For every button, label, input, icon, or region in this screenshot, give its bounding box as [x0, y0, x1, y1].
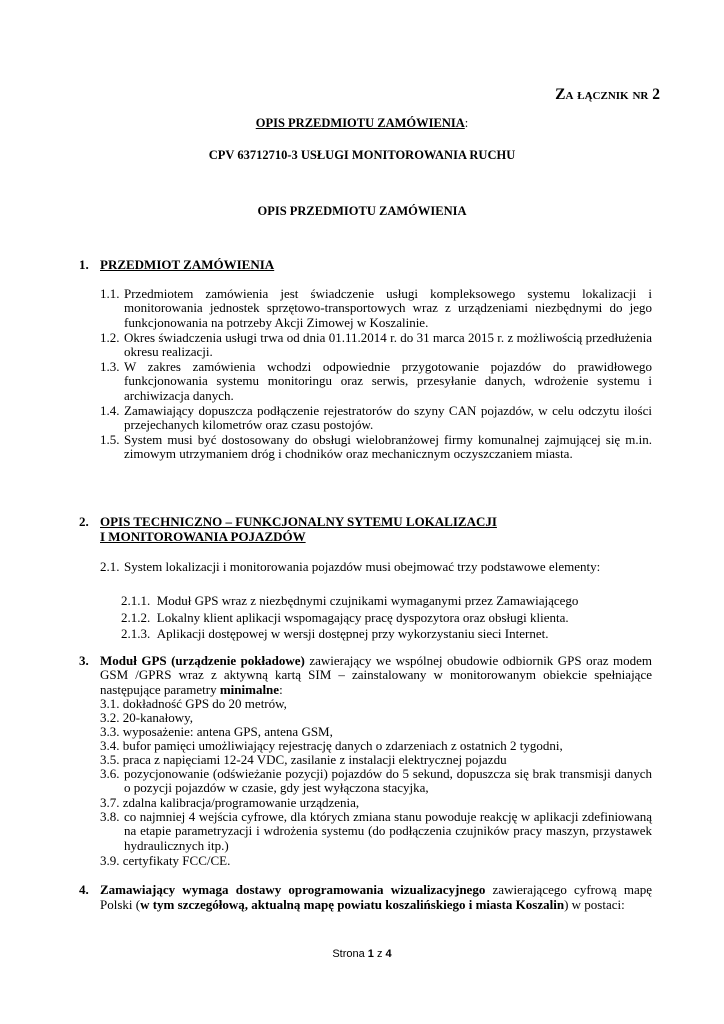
list-item: 3.3. wyposażenie: antena GPS, antena GSM, [100, 724, 333, 739]
section-4-lead: 4. Zamawiający wymaga dostawy oprogramowania wizualizacyjnego zawierającego cyfrową mapę Polski (w tym szczegółową, aktualną mapę powiatu koszalińskiego i miasta Koszalin) w postaci: [79, 882, 653, 912]
list-item: 3.1. dokładność GPS do 20 metrów, [100, 696, 287, 711]
list-item: 1.1. Przedmiotem zamówienia jest świadczenie usługi kompleksowego systemu lokalizacji i monitorowania jednostek sprzętowo-transportowych wraz z urządzeniami niezbędnymi do jego funkcjonowania na potrzeby Akcji Zimowej w Koszalinie. [100, 286, 652, 330]
cpv-code: CPV 63712710-3 USŁUGI MONITOROWANIA RUCHU [208, 148, 516, 162]
section-3-lead: 3. Moduł GPS (urządzenie pokładowe) zawierający we wspólnej obudowie odbiornik GPS oraz modem GSM /GPRS wraz z aktywną kartą SIM – zainstalowany w monitorowanym obiekcie spełniające następujące parametry minimalne: [79, 653, 652, 697]
list-item: 1.4. Zamawiający dopuszcza podłączenie rejestratorów do szyny CAN pojazdów, w celu odczytu ilości przejechanych kilometrów oraz czasu postojów. [100, 403, 652, 433]
document-page: Za łącznik nr 2 OPIS PRZEDMIOTU ZAMÓWIENIA: CPV 63712710-3 USŁUGI MONITOROWANIA RUCHU OPIS PRZEDMIOTU ZAMÓWIENIA 1. PRZEDMIOT ZAMÓWIENIA 1.1. Przedmiotem zamówienia jest świadczenie usługi kompleksowego systemu lokalizacji i monitorowania jednostek sprzętowo-transportowych wraz z urządzeniami niezbędnymi do jego funkcjonowania na potrzeby Akcji Zimowej w Koszalinie. 1.2. Okres świadczenia usługi trwa od dnia 01.11.2014 r. do 31 marca 2015 r. z możliwością przedłużenia okresu realizacji. 1.3. W zakres zamówienia wchodzi odpowiednie przygotowanie pojazdów do prawidłowego funkcjonowania systemu monitoringu oraz serwis, przesyłanie danych, wdrożenie systemu i archiwizacja danych. 1.4. Zamawiający dopuszcza podłączenie rejestratorów do szyny CAN pojazdów, w celu odczytu ilości przejechanych kilometrów oraz czasu postojów. 1.5. System musi być dostosowany do obsługi wielobranżowej firmy komunalnej zajmującej się m.in. zimowym utrzymaniem dróg i chodników oraz mechanicznym oczyszczaniem miasta. 2. OPIS TECHNICZNO – FUNKCJONALNY SYTEMU LOKALIZACJI I MONITOROWANIA POJAZDÓW 2.1. System lokalizacji i monitorowania pojazdów musi obejmować trzy podstawowe elementy: 2.1.1. Moduł GPS wraz z niezbędnymi czujnikami wymaganymi przez Zamawiającego 2.1.2. Lokalny klient aplikacji wspomagający pracę dyspozytora oraz obsługi klienta. 2.1.3. Aplikacji dostępowej w wersji dostępnej przy wykorzystaniu sieci Internet. 3. Moduł GPS (urządzenie pokładowe) zawierający we wspólnej obudowie odbiornik GPS oraz modem GSM /GPRS wraz z aktywną kartą SIM – zainstalowany w monitorowanym obiekcie spełniające następujące parametry minimalne: 3.1. dokładność GPS do 20 metrów, 3.2. 20-kanałowy, 3.3. wyposażenie: antena GPS, antena GSM, 3.4. bufor pamięci umożliwiający rejestrację danych o zdarzeniach z ostatnich 2 tygodni, 3.5. praca z napięciami 12-24 VDC, zasilanie z instalacji elektrycznej pojazdu 3.6. pozycjonowanie (odświeżanie pozycji) pojazdów do 5 sekund, dopuszcza się brak transmisji danych o pozycji pojazdów w czasie, gdy jest wyłączona stacyjka, 3.7. zdalna kalibracja/programowanie urządzenia, 3.8. co najmniej 4 wejścia cyfrowe, dla których zmiana stanu powoduje reakcję w aplikacji zdefiniowaną na etapie parametryzacji i wdrożenia systemu (do podłączenia czujników pracy maszyn, przystawek hydraulicznych itp.) 3.9. certyfikaty FCC/CE. 4. Zamawiający wymaga dostawy oprogramowania wizualizacyjnego zawierającego cyfrową mapę Polski (w tym szczegółową, aktualną mapę powiatu koszalińskiego i miasta Koszalin) w postaci: Strona 1 z 4 [0, 0, 724, 1024]
list-item: 3.2. 20-kanałowy, [100, 710, 194, 725]
list-item: 1.5. System musi być dostosowany do obsługi wielobranżowej firmy komunalnej zajmującej się m.in. zimowym utrzymaniem dróg i chodników oraz mechanicznym oczyszczaniem miasta. [100, 432, 652, 462]
sub-item: 2.1.2. Lokalny klient aplikacji wspomagający pracę dyspozytora oraz obsługi klienta. [121, 610, 569, 625]
list-item: 3.8. co najmniej 4 wejścia cyfrowe, dla których zmiana stanu powoduje reakcję w aplikacji zdefiniowaną na etapie parametryzacji i wdrożenia systemu (do podłączenia czujników pracy maszyn, przystawek hydraulicznych itp.) [100, 809, 652, 853]
list-item: 3.5. praca z napięciami 12-24 VDC, zasilanie z instalacji elektrycznej pojazdu [100, 752, 507, 767]
sub-item: 2.1.1. Moduł GPS wraz z niezbędnymi czujnikami wymaganymi przez Zamawiającego [121, 593, 579, 608]
sub-item: 2.1.3. Aplikacji dostępowej w wersji dostępnej przy wykorzystaniu sieci Internet. [121, 626, 549, 641]
list-item: 3.4. bufor pamięci umożliwiający rejestrację danych o zdarzeniach z ostatnich 2 tygodni, [100, 738, 563, 753]
list-item: 3.7. zdalna kalibracja/programowanie urządzenia, [100, 795, 360, 810]
section-heading: OPIS PRZEDMIOTU ZAMÓWIENIA [257, 204, 467, 218]
list-item: 1.3. W zakres zamówienia wchodzi odpowiednie przygotowanie pojazdów do prawidłowego funkcjonowania systemu monitoringu oraz serwis, przesyłanie danych, wdrożenie systemu i archiwizacja danych. [100, 359, 652, 403]
list-item: 2.1. System lokalizacji i monitorowania pojazdów musi obejmować trzy podstawowe elementy: [100, 559, 601, 574]
list-item: 1.2. Okres świadczenia usługi trwa od dnia 01.11.2014 r. do 31 marca 2015 r. z możliwością przedłużenia okresu realizacji. [100, 330, 652, 360]
list-item: 3.6. pozycjonowanie (odświeżanie pozycji) pojazdów do 5 sekund, dopuszcza się brak transmisji danych o pozycji pojazdów w czasie, gdy jest wyłączona stacyjka, [100, 766, 652, 796]
attachment-label: Za łącznik nr 2 [555, 86, 660, 103]
page-footer: Strona 1 z 4 [332, 948, 392, 960]
doc-title: OPIS PRZEDMIOTU ZAMÓWIENIA: [255, 116, 469, 130]
list-item: 3.9. certyfikaty FCC/CE. [100, 853, 231, 868]
